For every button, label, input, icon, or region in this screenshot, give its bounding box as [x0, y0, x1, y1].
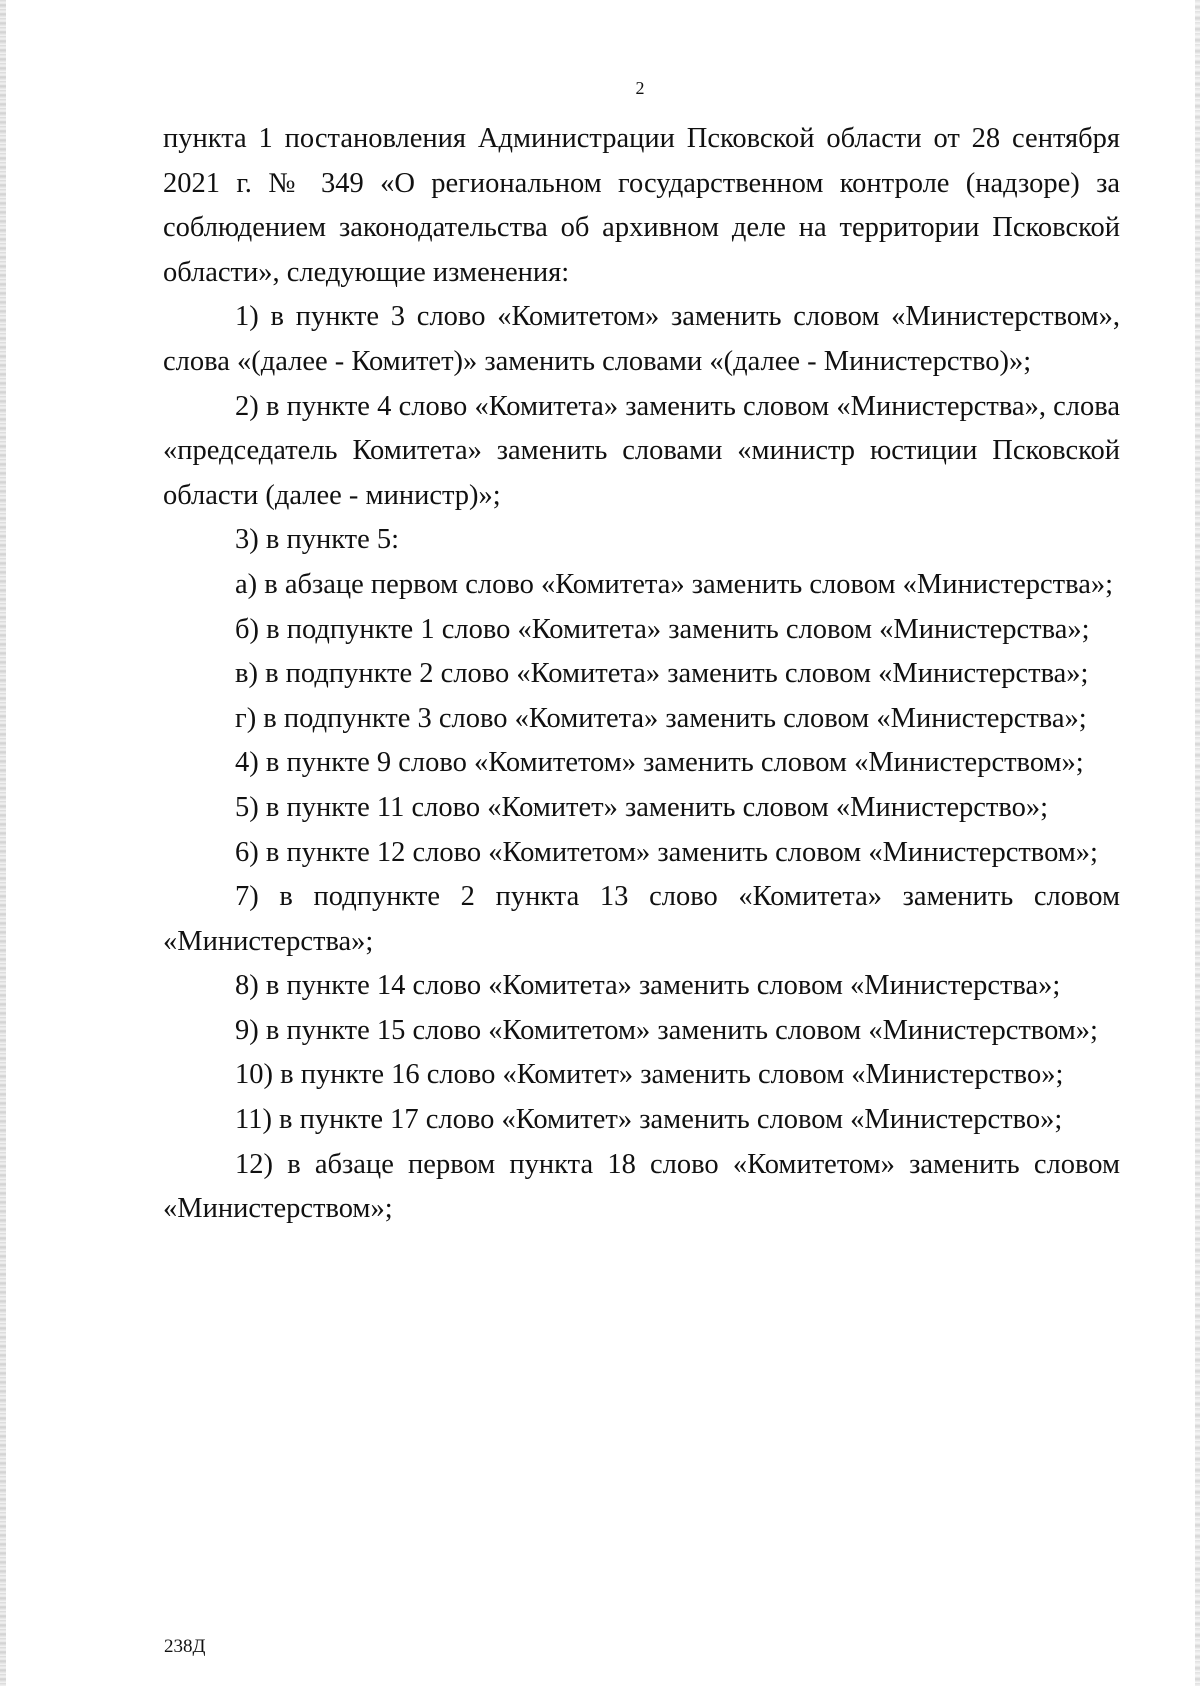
- scan-edge-right: [1195, 0, 1200, 1686]
- document-body: [163, 117, 1120, 1232]
- scan-edge-left: [0, 0, 6, 1686]
- paragraph-item-5: 5) в пункте 11 слово «Комитет» заменить словом «Министерство»;: [235, 791, 1049, 823]
- document-code: 238Д: [164, 1636, 206, 1657]
- paragraph-item-11: 11) в пункте 17 слово «Комитет» заменить словом «Министерство»;: [235, 1104, 1063, 1136]
- paragraph-item-6: 6) в пункте 12 слово «Комитетом» заменить словом «Министерством»;: [235, 836, 1098, 868]
- paragraph-continuation: пункта 1 постановления Администрации Псковской области от 28 сентября 2021 г. № 349 «О региональном государственном контроле (надзоре) за соблюдением законодательства об архивном деле на территории Псковской области», следующие изменения:: [163, 123, 1120, 288]
- paragraph-item-7: 7) в подпункте 2 пункта 13 слово «Комитета» заменить словом «Министерства»;: [163, 881, 1120, 957]
- paragraph-item-1: 1) в пункте 3 слово «Комитетом» заменить словом «Министерством», слова «(далее - Комитет)» заменить словами «(далее - Министерство)»;: [163, 301, 1120, 377]
- paragraph-item-3b: б) в подпункте 1 слово «Комитета» заменить словом «Министерства»;: [235, 613, 1090, 645]
- paragraph-item-3v: в) в подпункте 2 слово «Комитета» заменить словом «Министерства»;: [235, 658, 1089, 690]
- paragraph-item-8: 8) в пункте 14 слово «Комитета» заменить словом «Министерства»;: [235, 970, 1061, 1002]
- paragraph-item-9: 9) в пункте 15 слово «Комитетом» заменить словом «Министерством»;: [235, 1014, 1098, 1046]
- paragraph-item-10: 10) в пункте 16 слово «Комитет» заменить словом «Министерство»;: [235, 1059, 1064, 1091]
- page-number: 2: [635, 78, 645, 98]
- paragraph-item-4: 4) в пункте 9 слово «Комитетом» заменить словом «Министерством»;: [235, 747, 1084, 779]
- paragraph-item-3a: а) в абзаце первом слово «Комитета» заменить словом «Министерства»;: [235, 568, 1114, 600]
- paragraph-item-3g: г) в подпункте 3 слово «Комитета» заменить словом «Министерства»;: [235, 702, 1087, 734]
- paragraph-item-3: 3) в пункте 5:: [235, 524, 400, 556]
- paragraph-item-12: 12) в абзаце первом пункта 18 слово «Комитетом» заменить словом «Министерством»;: [163, 1148, 1120, 1225]
- paragraph-item-2: 2) в пункте 4 слово «Комитета» заменить словом «Министерства», слова «председатель Комитета» заменить словами «министр юстиции Псковской области (далее - министр)»;: [163, 390, 1120, 511]
